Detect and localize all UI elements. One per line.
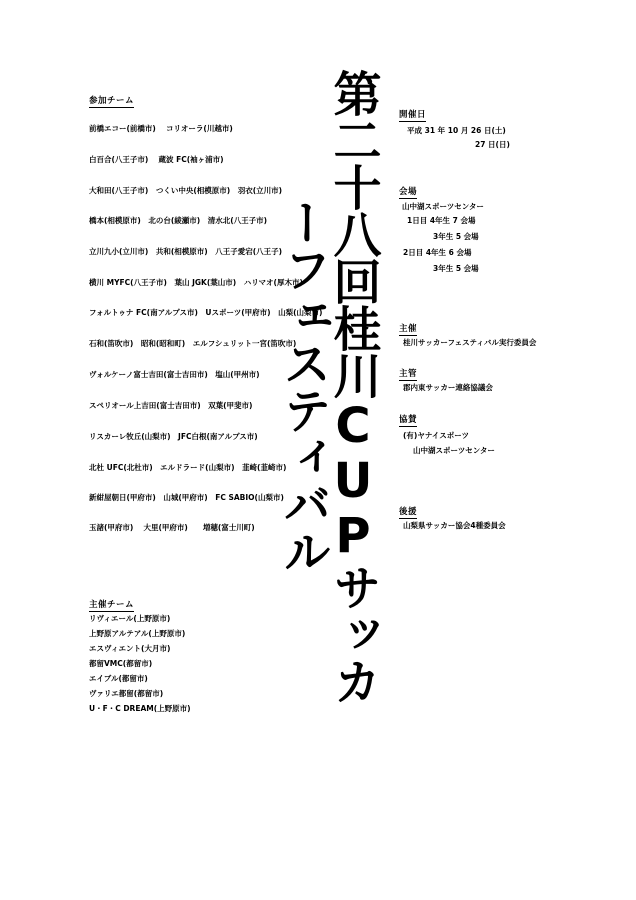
host-row: 都留VMC(都留市) [89, 659, 153, 668]
venue-name: 山中湖スポーツセンター [402, 202, 484, 211]
host-row: エイブル(都留市) [89, 674, 148, 683]
venue-day2b: 3年生 5 会場 [433, 264, 479, 273]
participant-row: 前橋エコー(前橋市) コリオーラ(川越市) [89, 124, 233, 133]
participant-row: 立川九小(立川市) 共和(相模原市) 八王子愛宕(八王子) [89, 247, 283, 256]
hosts-header: 主催チーム [89, 600, 135, 610]
participant-row: ヴォルケーノ富士吉田(富士吉田市) 塩山(甲州市) [89, 370, 260, 379]
support-header: 後援 [399, 507, 418, 517]
participant-row: 玉諸(甲府市) 大里(甲府市) 増穂(富士川町) [89, 523, 255, 532]
venue-header: 会場 [399, 187, 418, 197]
date-line-2: 27 日(日) [475, 140, 510, 149]
support-text: 山梨県サッカー協会4種委員会 [403, 521, 506, 530]
manager-text: 郡内東サッカー連絡協議会 [403, 383, 493, 392]
venue-day2: 2日目 4年生 6 会場 [403, 248, 472, 257]
host-row: U・F・C DREAM(上野原市) [89, 704, 191, 713]
organizer-header: 主催 [399, 324, 418, 334]
participant-row: 新紺屋朝日(甲府市) 山城(甲府市) FC SABIO(山梨市) [89, 493, 284, 502]
manager-header: 主管 [399, 369, 418, 379]
page-title: 第二十八回桂川CUPサッカーフェスティバル [275, 68, 381, 704]
participant-row: 白百合(八王子市) 蔵波 FC(袖ヶ浦市) [89, 155, 224, 164]
sponsor-1: (有)ヤナイスポーツ [403, 431, 469, 440]
participant-row: 石和(笛吹市) 昭和(昭和町) エルフシュリット一宮(笛吹市) [89, 339, 297, 348]
participant-row: 橋本(相模原市) 北の台(綾瀬市) 清水北(八王子市) [89, 216, 268, 225]
host-row: エスヴィエント(大月市) [89, 644, 171, 653]
participant-row: フォルトゥナ FC(南アルプス市) Uスポーツ(甲府市) 山梨(山梨市) [89, 308, 323, 317]
date-header: 開催日 [399, 110, 427, 120]
participant-row: リスカーレ牧丘(山梨市) JFC白根(南アルプス市) [89, 432, 258, 441]
host-row: ヴァリエ都留(都留市) [89, 689, 164, 698]
participant-row: スペリオール上吉田(富士吉田市) 双葉(甲斐市) [89, 401, 253, 410]
date-line-1: 平成 31 年 10 月 26 日(土) [407, 126, 506, 135]
host-row: リヴィエール(上野原市) [89, 614, 171, 623]
host-row: 上野原アルテアル(上野原市) [89, 629, 186, 638]
participants-header: 参加チーム [89, 96, 135, 106]
participant-row: 北杜 UFC(北杜市) エルドラード(山梨市) 韮崎(韮崎市) [89, 463, 287, 472]
venue-day1: 1日目 4年生 7 会場 [407, 216, 476, 225]
venue-day1b: 3年生 5 会場 [433, 232, 479, 241]
sponsor-header: 協賛 [399, 415, 418, 425]
organizer-text: 桂川サッカーフェスティバル実行委員会 [403, 338, 537, 347]
participant-row: 大和田(八王子市) つくい中央(相模原市) 羽衣(立川市) [89, 186, 283, 195]
sponsor-2: 山中湖スポーツセンター [413, 446, 495, 455]
participant-row: 横川 MYFC(八王子市) 葉山 JGK(葉山市) ハリマオ(厚木市) [89, 278, 303, 287]
